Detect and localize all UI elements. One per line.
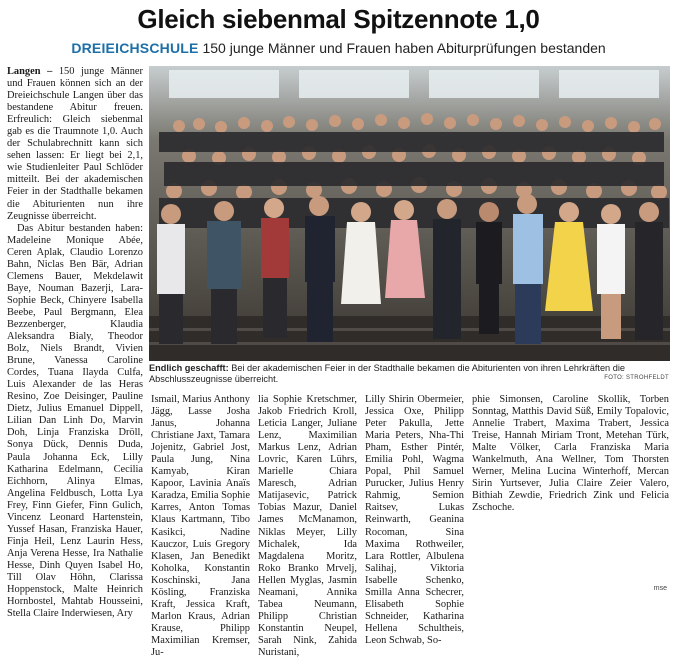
caption-lead: Endlich geschafft: <box>149 363 229 373</box>
kicker: DREIEICHSCHULE <box>71 40 199 56</box>
names-column-3 <box>258 394 357 659</box>
photo-caption <box>149 363 629 385</box>
names-column-4-text: Lilly Shirin Obermeier, Jessica Oxe, Philipp Peter Pakulla, Jette Maria Peters, Nha-Thi Pham, Esther Pintér, Emilia Pohl, Wagma Popal, Phil Samuel Purucker, Julius Henry Rahmig, Semion Raitsev, Lukas Reinwarth, Geanina Rocoman, Sina Maxima Rothweiler, Lara Rottler, Albulena Salihaj, Viktoria Isabelle Schenko, Smilla Anna Schecrer, Elisabeth Sophie Schneider, Katharina Hellena Schultheis, Leon Schwab, So- <box>365 394 464 646</box>
names-column-4 <box>365 394 464 647</box>
photo-illustration <box>149 66 670 361</box>
caption-text: Bei der akademischen Feier in der Stadthalle bekamen die Abiturienten von ihren Lehrkräften die Abschlusszeugnisse überreicht. <box>149 363 625 384</box>
names-column-2 <box>151 394 250 659</box>
headline: Gleich siebenmal Spitzennote 1,0 <box>137 4 540 34</box>
dateline: Langen – <box>7 66 53 77</box>
intro-paragraph <box>7 66 143 223</box>
subheadline-text: 150 junge Männer und Frauen haben Abiturprüfungen bestanden <box>202 40 606 56</box>
names-column-5-text: phie Simonsen, Caroline Skollik, Torben Sonntag, Matthis David Süß, Emily Topalovic, Annelie Trabert, Maxima Trabert, Jessica Treise, Hannah Miriam Tront, Metehan Türk, Malte Völker, Carla Franziska Maria Wankelmuth, Ana Wellner, Tom Thorsten Werner, Melina Lucina Winterhoff, Mercan Sirin Yurtsever, Julia Claire Zeier Valero, Bithiah Zewdie, Friedrich Zink und Felicia Zschoche. <box>472 394 669 514</box>
names-column-5 <box>472 394 669 514</box>
intro-column <box>7 66 143 620</box>
photo-credit: FOTO: STROHFELDT <box>604 375 669 381</box>
subheadline <box>0 40 677 56</box>
intro-text: 150 junge Männer und Frauen können sich an der Dreieichschule Langen über das bestandene Abitur freuen. Erfreulich: Gleich siebenmal gab es die Traumnote 1,0. Auch der Schulabrechnitt kann sich sehen lassen: Er liegt bei 2,1, wie Studienleiter Paul Schlöder mitteilt. Bei der akademischen Feier in der Stadthalle bekamen die Abiturienten nun ihre Zeugnisse überreicht. <box>7 66 143 222</box>
graduates-photo <box>149 66 670 361</box>
names-column-2-text: Ismail, Marius Anthony Jägg, Lasse Josha Janus, Johanna Christiane Jaxt, Tamara Jojenitz, Gabriel Jost, Paula Jung, Nina Kamyab, Kiran Kapoor, Lavinia Anaïs Karadza, Emilia Sophie Karres, Anton Tomas Klaus Kartmann, Tibo Kasikci, Nadine Kauczor, Luis Gregory Klasen, Jan Benedikt Koholka, Konstantin Koschinski, Jana Kösling, Franziska Kraft, Jessica Kraft, Marlon Kraus, Adrian Krause, Philipp Maximilian Kremser, Ju- <box>151 394 250 658</box>
names-column-1: Das Abitur bestanden haben: Madeleine Monique Abée, Ceren Aplak, Claudio Lorenzo Bahn, Niclas Ben Bär, Adrian Clemens Bauer, Mekdelawit Baye, Nouman Bazerji, Lara-Sophie Beck, Chinyere Isabella Beebe, Paul Bergmann, Elea Bezzenberger, Klaudia Aleksandra Bialy, Theodor Bolz, Niels Brandt, Vivien Brune, Vanessa Caroline Cordes, Tuana Ilayda Culfa, Luis Alexander de las Heras Resino, Zoe Deisinger, Pauline Dietz, Julius Emanuel Dippell, Lilian Dan Linh Do, Marvin Doh, Linja Franziska Dröll, Sonya Dück, Dennis Duda, Paula Johanna Eck, Lilly Katharina Edelmann, Cecilia Eichhorn, Alinya Elmas, Angelina Feldbusch, Lotta Lya Frey, Finn Giefer, Finn Gulich, Vincenz Leonard Hartenstein, Yussef Hasan, Franziska Hauer, Finja Heil, Lenz Laurin Hess, Anja Verena Hesse, Ira Nathalie Hesse, Dinh Quyen Isabel Ho, Till Olav Höhn, Clarissa Hoppenstock, Malte Heinrich Hornbostel, Mahtab Housseini, Stella Claire Inderwiesen, Ary <box>7 222 143 620</box>
names-column-3-text: lia Sophie Kretschmer, Jakob Friedrich Kroll, Leticia Langer, Juliane Lenz, Maximilian Markus Lenz, Adrian Lovric, Karen Lührs, Marielle Chiara Maresch, Adrian Matijasevic, Patrick Tobias Mazur, Daniel James McManamon, Niklas Meyer, Lilly Michalek, Ida Magdalena Moritz, Roko Branko Mrvelj, Hellen Myglas, Jasmin Neamani, Annika Tabea Neumann, Philipp Christian Konstantin Neupel, Sarah Nink, Zahida Nuristani, <box>258 394 357 658</box>
author-signature: mse <box>653 585 667 592</box>
